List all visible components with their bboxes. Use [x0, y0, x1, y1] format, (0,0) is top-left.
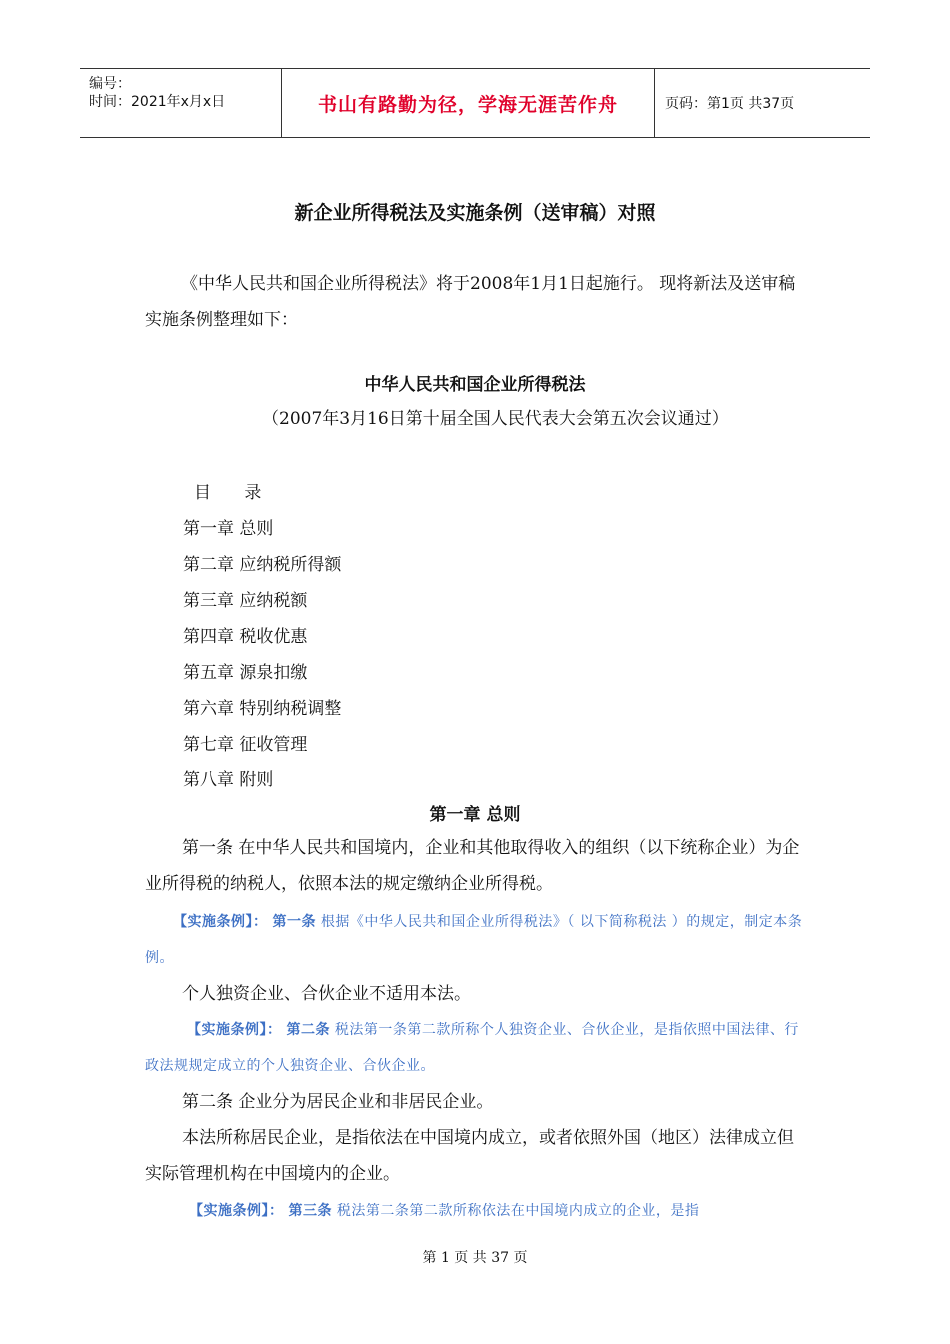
number-label: 编号：: [89, 76, 131, 92]
toc-heading: 目 录: [194, 483, 276, 503]
implementation-rule-1: [145, 904, 810, 976]
toc-item: 第四章 税收优惠: [183, 627, 308, 647]
toc-item: 第六章 特别纳税调整: [183, 699, 342, 719]
page-info: 页码：第1页 共37页: [665, 96, 795, 112]
header-motto-cell: [281, 69, 655, 137]
implementation-text: 根据《中华人民共和国企业所得税法》（ 以下简称税法 ）的规定，制定本条例。: [145, 914, 803, 966]
motto-text: 书山有路勤为径，学海无涯苦作舟: [317, 93, 618, 116]
implementation-article-number: 第三条: [288, 1203, 332, 1219]
article-2: 第二条 企业分为居民企业和非居民企业。: [182, 1092, 494, 1112]
article-1: 第一条 在中华人民共和国境内，企业和其他取得收入的组织（以下统称企业）为企业所得税的纳税人，依照本法的规定缴纳企业所得税。: [145, 838, 800, 894]
law-title: 中华人民共和国企业所得税法: [364, 375, 586, 395]
document-header-table: [80, 68, 870, 138]
chapter-heading: 第一章 总则: [429, 805, 521, 825]
implementation-article-number: 第一条: [272, 914, 316, 930]
toc-item: 第一章 总则: [183, 519, 274, 539]
toc-item: 第五章 源泉扣缴: [183, 663, 308, 683]
implementation-text: 税法第二条第二款所称依法在中国境内成立的企业，是指: [336, 1203, 700, 1219]
implementation-rule-2: [145, 1012, 810, 1084]
header-page-cell: [655, 69, 870, 137]
article-1-paragraph-2: 个人独资企业、合伙企业不适用本法。: [182, 984, 471, 1004]
time-label: 时间：2021年x月x日: [89, 94, 226, 110]
document-title: 新企业所得税法及实施条例（送审稿）对照: [294, 202, 656, 224]
law-subtitle: （2007年3月16日第十届全国人民代表大会第五次会议通过）: [262, 409, 729, 429]
article-2-paragraph-2: 本法所称居民企业，是指依法在中国境内成立，或者依照外国（地区）法律成立但实际管理机构在中国境内的企业。: [145, 1128, 794, 1184]
toc-item: 第三章 应纳税额: [183, 591, 308, 611]
page-footer: 第 1 页 共 37 页: [422, 1250, 528, 1266]
implementation-article-number: 第二条: [286, 1022, 330, 1038]
toc-item: 第七章 征收管理: [183, 735, 308, 755]
implementation-text: 税法第一条第二款所称个人独资企业、合伙企业，是指依照中国法律、行政法规规定成立的个人独资企业、合伙企业。: [145, 1022, 799, 1074]
toc-item: 第八章 附则: [183, 770, 274, 790]
implementation-tag: 【实施条例】：: [173, 914, 268, 930]
toc-item: 第二章 应纳税所得额: [183, 555, 342, 575]
implementation-rule-3: [145, 1193, 810, 1229]
header-left-cell: [80, 69, 280, 137]
intro-paragraph: 《中华人民共和国企业所得税法》将于2008年1月1日起施行。 现将新法及送审稿实施条例整理如下：: [145, 274, 796, 330]
implementation-tag: 【实施条例】：: [187, 1022, 282, 1038]
implementation-tag: 【实施条例】：: [189, 1203, 284, 1219]
